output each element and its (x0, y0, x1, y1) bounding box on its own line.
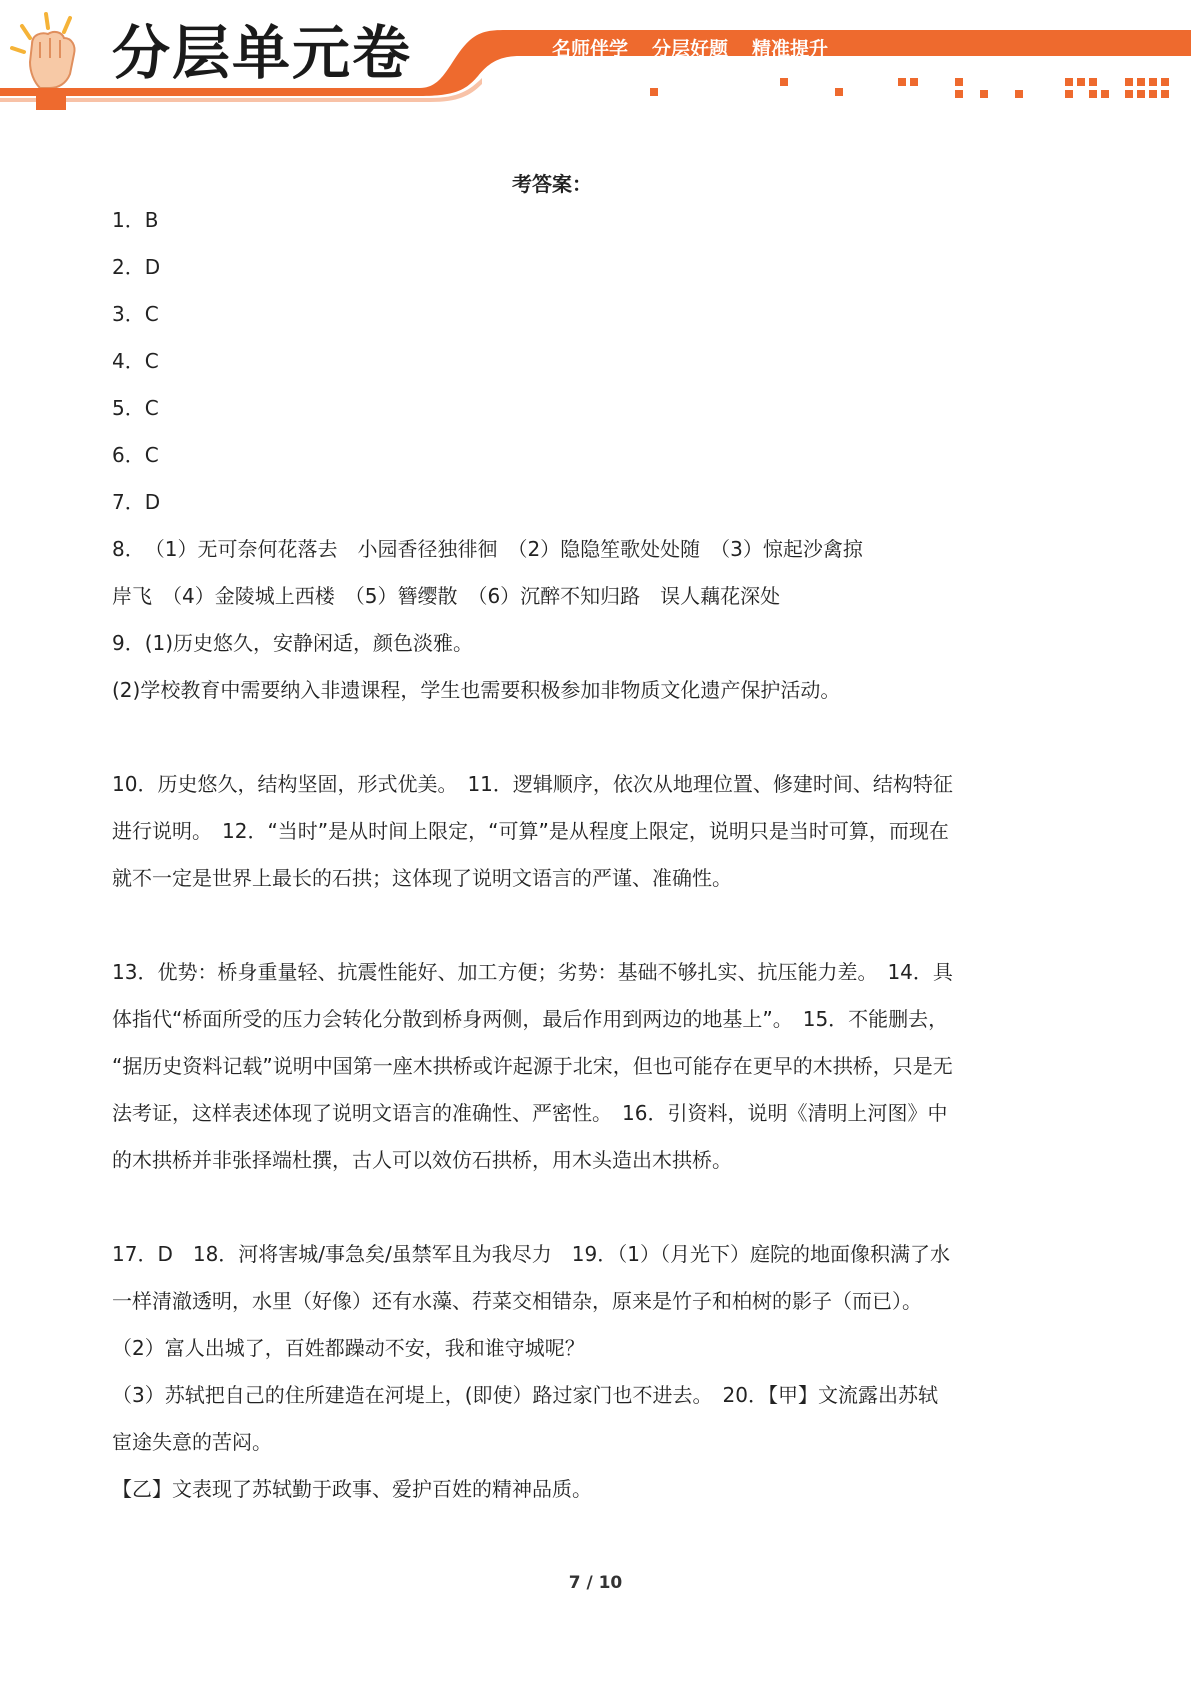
answer-line: 法考证，这样表述体现了说明文语言的准确性、严密性。 16．引资料，说明《清明上河图》中 (112, 1101, 948, 1125)
answer-line: 10．历史悠久，结构坚固，形式优美。 11．逻辑顺序，依次从地理位置、修建时间、结构特征 (112, 772, 953, 796)
answer-line: 的木拱桥并非张择端杜撰，古人可以效仿石拱桥，用木头造出木拱桥。 (112, 1148, 732, 1172)
slogan-2: 分层好题 (652, 38, 729, 60)
answer-line: 【乙】文表现了苏轼勤于政事、爱护百姓的精神品质。 (112, 1477, 592, 1501)
answer-line: 9．(1)历史悠久，安静闲适，颜色淡雅。 (112, 631, 474, 655)
answer-line: 体指代“桥面所受的压力会转化分散到桥身两侧，最后作用到两边的地基上”。 15．不能删去， (112, 1007, 949, 1031)
answer-line: 3．C (112, 302, 159, 326)
answer-line: 1．B (112, 208, 159, 232)
answer-line: 宦途失意的苦闷。 (112, 1430, 272, 1454)
answer-line: (2)学校教育中需要纳入非遗课程，学生也需要积极参加非物质文化遗产保护活动。 (112, 678, 841, 702)
slogan-1: 名师伴学 (552, 38, 629, 60)
answer-line: 5．C (112, 396, 159, 420)
answer-title: 考答案： (512, 172, 592, 196)
page-number: 7 / 10 (568, 1573, 623, 1593)
slogan-3: 精准提升 (752, 38, 829, 60)
answer-line: 6．C (112, 443, 159, 467)
answer-line: （3）苏轼把自己的住所建造在河堤上，(即使）路过家门也不进去。 20．【甲】文流露出苏轼 (112, 1383, 938, 1407)
answer-line: 7．D (112, 490, 161, 514)
answer-line: 就不一定是世界上最长的石拱；这体现了说明文语言的严谨、准确性。 (112, 866, 732, 890)
answer-line: 2．D (112, 255, 161, 279)
answer-line: “据历史资料记载”说明中国第一座木拱桥或许起源于北宋，但也可能存在更早的木拱桥，只是无 (112, 1054, 953, 1078)
answer-line: 进行说明。 12．“当时”是从时间上限定，“可算”是从程度上限定，说明只是当时可算，而现在 (112, 819, 949, 843)
brand-title: 分层单元卷 (112, 19, 413, 87)
answer-line: （2）富人出城了，百姓都躁动不安，我和谁守城呢？ (112, 1336, 585, 1360)
answer-line: 4．C (112, 349, 159, 373)
answer-line: 一样清澈透明，水里（好像）还有水藻、荇菜交相错杂，原来是竹子和柏树的影子（而已）。 (112, 1289, 922, 1313)
page-header (0, 0, 1191, 110)
answer-line: 17．D 18．河将害城/事急矣/虽禁军且为我尽力 19．（1）（月光下）庭院的地面像积满了水 (112, 1242, 950, 1266)
answer-line: 8． （1）无可奈何花落去 小园香径独徘徊 （2）隐隐笙歌处处随 （3）惊起沙禽掠 (112, 537, 863, 561)
answer-line: 岸飞 （4）金陵城上西楼 （5）簪缨散 （6）沉醉不知归路 误人藕花深处 (112, 584, 781, 608)
answer-line: 13．优势：桥身重量轻、抗震性能好、加工方便；劣势：基础不够扎实、抗压能力差。 14．具 (112, 960, 953, 984)
